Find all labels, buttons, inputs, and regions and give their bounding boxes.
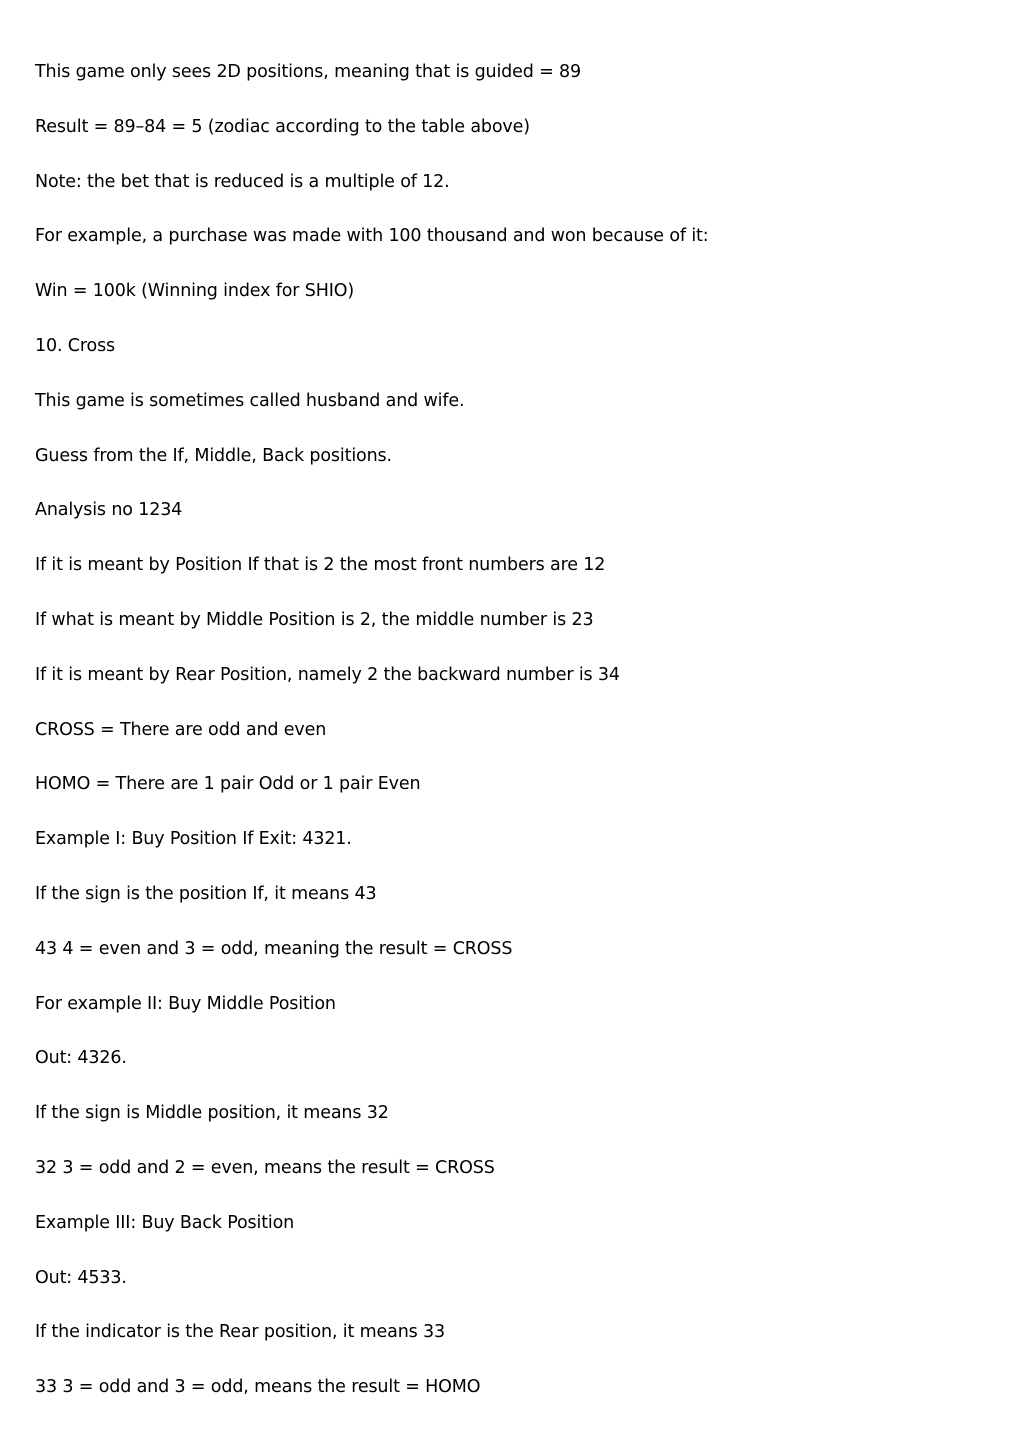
paragraph-purchase-example: For example, a purchase was made with 100 thousand and won because of it: bbox=[35, 226, 709, 247]
example-one-result: 43 4 = even and 3 = odd, meaning the result = CROSS bbox=[35, 938, 513, 959]
paragraph-result-zodiac: Result = 89–84 = 5 (zodiac according to the table above) bbox=[35, 116, 530, 137]
section-heading-cross: 10. Cross bbox=[35, 335, 116, 356]
paragraph-middle-position: If what is meant by Middle Position is 2, the middle number is 23 bbox=[35, 609, 594, 630]
paragraph-bet-note: Note: the bet that is reduced is a multiple of 12. bbox=[35, 171, 450, 192]
example-three-sign: If the indicator is the Rear position, it means 33 bbox=[35, 1322, 446, 1343]
document-body bbox=[35, 59, 995, 1429]
example-two-heading: For example II: Buy Middle Position bbox=[35, 993, 336, 1014]
example-three-out: Out: 4533. bbox=[35, 1267, 127, 1288]
definition-cross: CROSS = There are odd and even bbox=[35, 719, 327, 740]
definition-homo: HOMO = There are 1 pair Odd or 1 pair Even bbox=[35, 774, 421, 795]
example-three-heading: Example III: Buy Back Position bbox=[35, 1212, 295, 1233]
paragraph-husband-wife: This game is sometimes called husband and wife. bbox=[35, 390, 465, 411]
example-one-heading: Example I: Buy Position If Exit: 4321. bbox=[35, 829, 352, 850]
example-two-result: 32 3 = odd and 2 = even, means the result = CROSS bbox=[35, 1157, 495, 1178]
paragraph-front-position: If it is meant by Position If that is 2 the most front numbers are 12 bbox=[35, 555, 606, 576]
example-three-result: 33 3 = odd and 3 = odd, means the result = HOMO bbox=[35, 1377, 481, 1398]
example-one-sign: If the sign is the position If, it means 43 bbox=[35, 883, 377, 904]
paragraph-rear-position: If it is meant by Rear Position, namely 2 the backward number is 34 bbox=[35, 664, 620, 685]
example-two-out: Out: 4326. bbox=[35, 1048, 127, 1069]
paragraph-guess-positions: Guess from the If, Middle, Back positions. bbox=[35, 445, 392, 466]
paragraph-analysis-number: Analysis no 1234 bbox=[35, 500, 183, 521]
example-two-sign: If the sign is Middle position, it means 32 bbox=[35, 1103, 389, 1124]
paragraph-win-shio: Win = 100k (Winning index for SHIO) bbox=[35, 281, 355, 302]
paragraph-guided-89: This game only sees 2D positions, meaning that is guided = 89 bbox=[35, 62, 582, 82]
